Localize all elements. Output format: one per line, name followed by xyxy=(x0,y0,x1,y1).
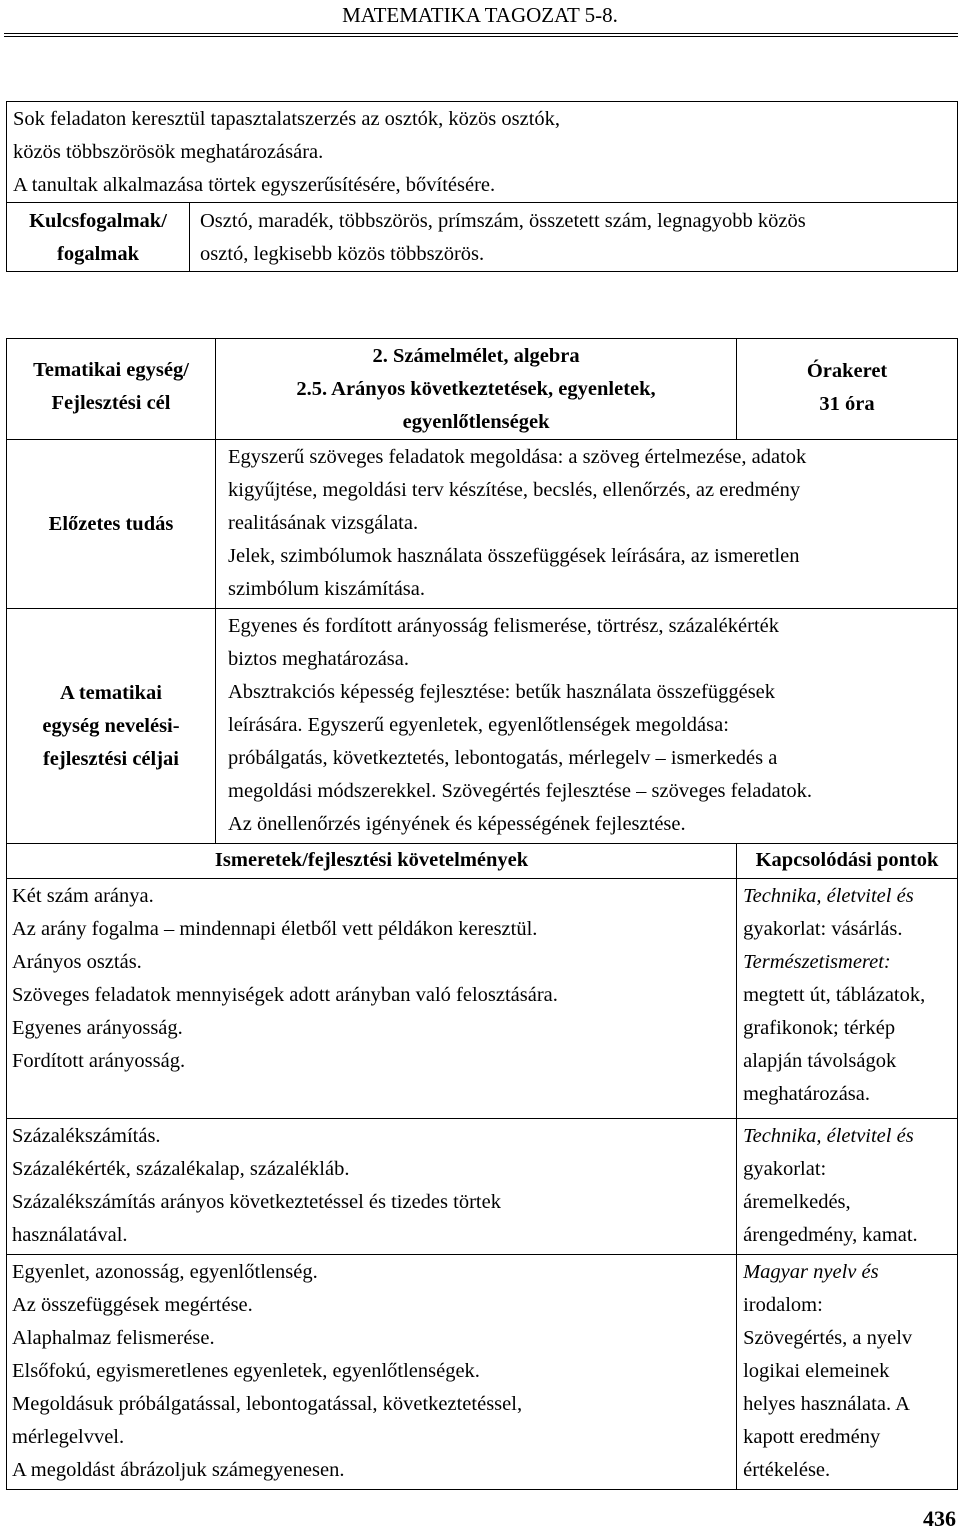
content-line: Megoldásuk próbálgatással, lebontogatással, következtetéssel, xyxy=(12,1393,523,1415)
content-right-cell xyxy=(737,879,958,1119)
content-line: Egyenes arányosság. xyxy=(12,1017,183,1039)
goals-line: Egyenes és fordított arányosság felismerése, törtrész, százalékérték xyxy=(228,615,779,637)
col-header-right: Kapcsolódási pontok xyxy=(755,849,939,871)
keywords-label xyxy=(7,205,189,271)
unit-title-cell xyxy=(216,339,737,440)
link-line: Technika, életvitel és xyxy=(743,885,914,907)
link-line: árengedmény, kamat. xyxy=(743,1224,918,1246)
prior-label-cell xyxy=(7,440,216,609)
unit-title-line: 2.5. Arányos következtetések, egyenletek, xyxy=(296,378,656,400)
intro-cell xyxy=(7,102,958,203)
goals-label-line: egység nevelési- xyxy=(42,714,180,737)
content-left xyxy=(12,1256,736,1487)
intro-line: A tanultak alkalmazása törtek egyszerűsítésére, bővítésére. xyxy=(13,174,496,196)
col-header-left-cell xyxy=(7,844,737,879)
link-line: értékelése. xyxy=(743,1459,831,1481)
prior-line: realitásának vizsgálata. xyxy=(228,512,419,534)
goals-line: megoldási módszerekkel. Szövegértés fejlesztése – szöveges feladatok. xyxy=(228,780,813,802)
prior-line: kigyűjtése, megoldási terv készítése, becslés, ellenőrzés, az eredmény xyxy=(228,479,801,501)
goals-line: próbálgatás, következtetés, lebontogatás, mérlegelv – ismerkedés a xyxy=(228,747,778,769)
hours-value: 31 óra xyxy=(819,393,875,415)
content-line: Százalékszámítás arányos következtetéssel és tizedes törtek xyxy=(12,1191,501,1213)
content-left xyxy=(12,880,736,1078)
content-left-cell xyxy=(7,1255,737,1490)
content-right-cell xyxy=(737,1119,958,1255)
col-header-right-cell xyxy=(737,844,958,879)
unit-label-line: Fejlesztési cél xyxy=(51,392,171,414)
keywords-cell xyxy=(190,203,958,272)
content-line: Fordított arányosság. xyxy=(12,1050,186,1072)
goals-line: Az önellenőrzés igényének és képességének fejlesztése. xyxy=(228,813,686,835)
prior-cell xyxy=(216,440,958,609)
link-line: áremelkedés, xyxy=(743,1191,851,1213)
intro-line: közös többszörösök meghatározására. xyxy=(13,141,324,163)
content-line: Százalékszámítás. xyxy=(12,1125,161,1147)
content-line: használatával. xyxy=(12,1224,128,1246)
content-left-cell xyxy=(7,1119,737,1255)
link-line: gyakorlat: vásárlás. xyxy=(743,918,903,940)
goals-line: leírására. Egyszerű egyenletek, egyenlőtlenségek megoldása: xyxy=(228,714,729,736)
link-line: alapján távolságok xyxy=(743,1050,897,1072)
keywords-line: osztó, legkisebb közös többszörös. xyxy=(200,243,485,265)
content-line: Egyenlet, azonosság, egyenlőtlenség. xyxy=(12,1261,318,1283)
content-line: A megoldást ábrázoljuk számegyenesen. xyxy=(12,1459,345,1481)
link-line: kapott eredmény xyxy=(743,1426,881,1448)
content-line: Az összefüggések megértése. xyxy=(12,1294,253,1316)
prior-label: Előzetes tudás xyxy=(48,512,174,535)
link-line: irodalom: xyxy=(743,1294,823,1316)
intro-line: Sok feladaton keresztül tapasztalatszerzés az osztók, közös osztók, xyxy=(13,108,561,130)
content-left-cell xyxy=(7,879,737,1119)
hours xyxy=(737,355,957,421)
intro-text xyxy=(13,103,957,202)
link-line: meghatározása. xyxy=(743,1083,871,1105)
keywords-line: Osztó, maradék, többszörös, prímszám, összetett szám, legnagyobb közös xyxy=(200,210,806,232)
intro-table xyxy=(6,101,958,272)
prior-text xyxy=(228,441,957,606)
link-line: grafikonok; térkép xyxy=(743,1017,896,1039)
prior-line: Jelek, szimbólumok használata összefüggések leírására, az ismeretlen xyxy=(228,545,800,567)
keywords-label-line: Kulcsfogalmak/ xyxy=(29,210,167,232)
unit-table xyxy=(6,338,958,1490)
prior-line: Egyszerű szöveges feladatok megoldása: a szöveg értelmezése, adatok xyxy=(228,446,807,468)
content-line: Az arány fogalma – mindennapi életből vett példákon keresztül. xyxy=(12,918,538,940)
content-right xyxy=(743,1120,957,1252)
link-line: megtett út, táblázatok, xyxy=(743,984,926,1006)
link-line: Szövegértés, a nyelv xyxy=(743,1327,913,1349)
content-right-cell xyxy=(737,1255,958,1490)
link-line: Természetismeret: xyxy=(743,951,891,973)
content-line: Alaphalmaz felismerése. xyxy=(12,1327,215,1349)
content-line: Arányos osztás. xyxy=(12,951,142,973)
keywords-label-line: fogalmak xyxy=(57,243,139,265)
unit-title-line: 2. Számelmélet, algebra xyxy=(372,345,580,367)
content-line: Két szám aránya. xyxy=(12,885,154,907)
link-line: Technika, életvitel és xyxy=(743,1125,914,1147)
prior-line: szimbólum kiszámítása. xyxy=(228,578,425,600)
keywords-text xyxy=(200,205,957,271)
goals-label-line: A tematikai xyxy=(60,681,162,704)
content-right xyxy=(743,1256,957,1487)
goals-line: biztos meghatározása. xyxy=(228,648,410,670)
col-header-left: Ismeretek/fejlesztési követelmények xyxy=(214,849,529,871)
keywords-label-cell xyxy=(7,203,190,272)
link-line: Magyar nyelv és xyxy=(743,1261,879,1283)
unit-label xyxy=(7,354,215,420)
content-left xyxy=(12,1120,736,1252)
goals-cell xyxy=(216,609,958,844)
unit-title xyxy=(216,340,736,439)
link-line: helyes használata. A xyxy=(743,1393,910,1415)
page-number: 436 xyxy=(923,1506,956,1531)
goals-text xyxy=(228,610,957,841)
unit-label-line: Tematikai egység/ xyxy=(33,359,189,381)
content-line: Százalékérték, százalékalap, százalékláb. xyxy=(12,1158,350,1180)
link-line: logikai elemeinek xyxy=(743,1360,890,1382)
goals-label-line: fejlesztési céljai xyxy=(42,747,179,770)
goals-label xyxy=(7,677,215,776)
content-line: Elsőfokú, egyismeretlenes egyenletek, egyenlőtlenségek. xyxy=(12,1360,480,1382)
content-line: mérlegelvvel. xyxy=(12,1426,125,1448)
goals-line: Absztrakciós képesség fejlesztése: betűk használata összefüggések xyxy=(228,681,776,703)
unit-title-line: egyenlőtlenségek xyxy=(402,411,550,433)
hours-cell xyxy=(737,339,958,440)
hours-label: Órakeret xyxy=(806,360,888,382)
content-right xyxy=(743,880,957,1111)
header-rule xyxy=(4,33,958,37)
page-header: MATEMATIKA TAGOZAT 5-8. xyxy=(342,3,618,27)
goals-label-cell xyxy=(7,609,216,844)
unit-label-cell xyxy=(7,339,216,440)
link-line: gyakorlat: xyxy=(743,1158,827,1180)
content-line: Szöveges feladatok mennyiségek adott arányban való felosztására. xyxy=(12,984,558,1006)
